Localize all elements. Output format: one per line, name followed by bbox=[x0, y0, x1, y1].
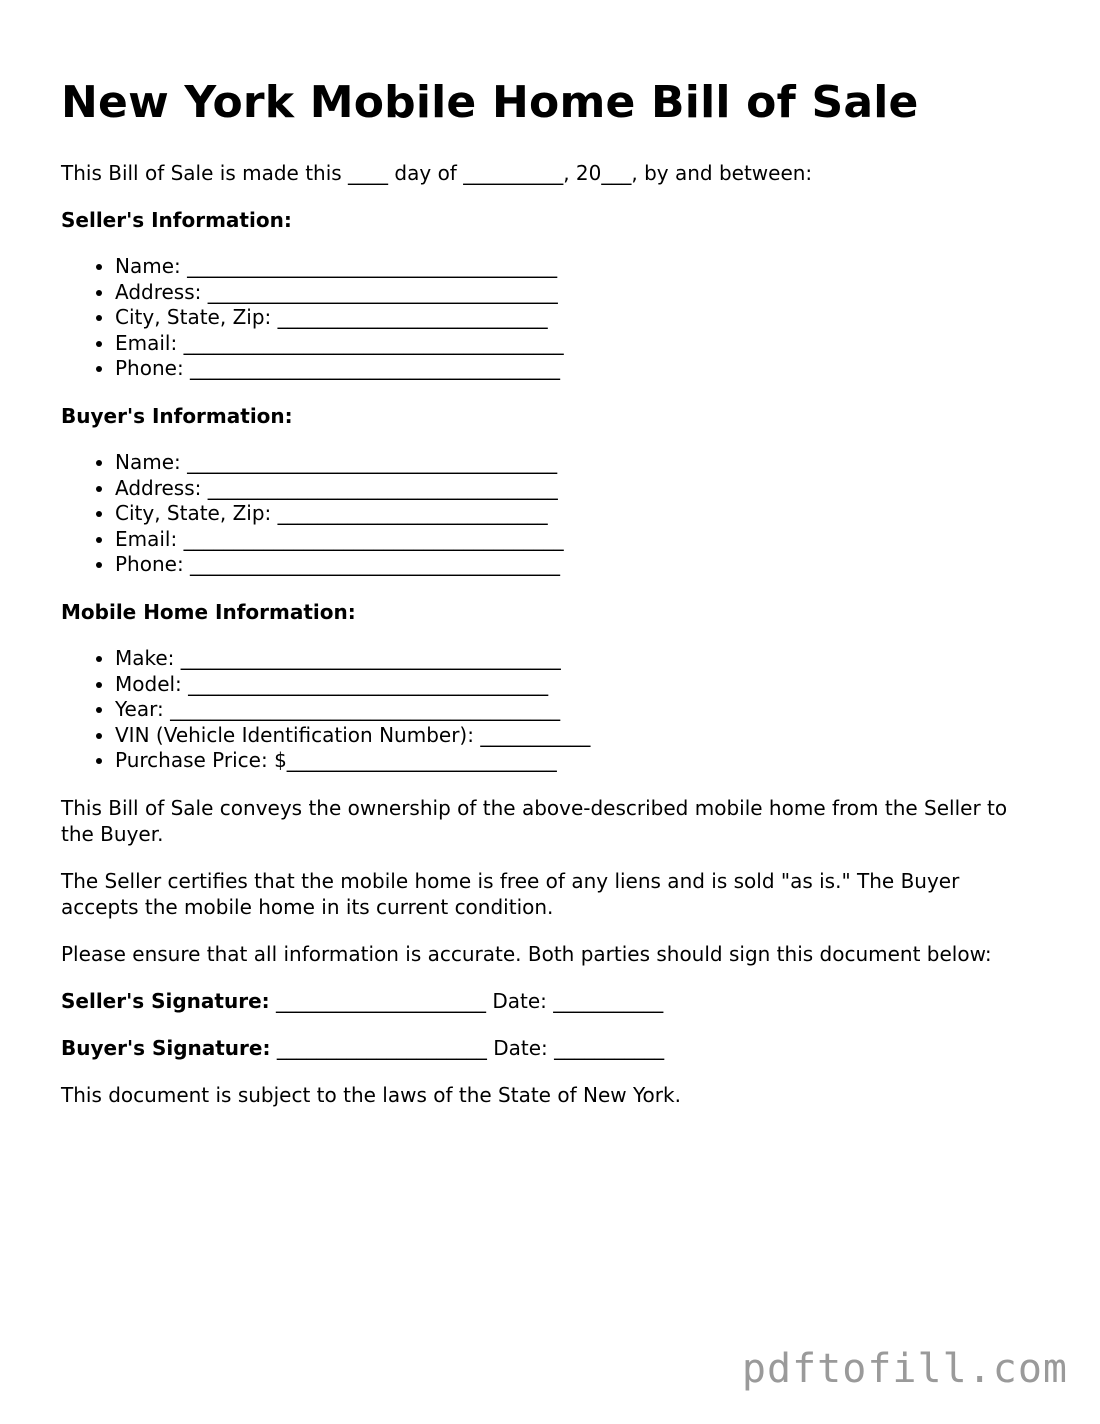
seller-phone-field: • Phone: _____________________________________ bbox=[115, 356, 1041, 382]
certifies-paragraph: The Seller certifies that the mobile home is free of any liens and is sold "as is." The Buyer accepts the mobile home in its current condition. bbox=[61, 868, 960, 919]
seller-signature-label: Seller's Signature: bbox=[61, 988, 270, 1013]
model-field: • Model: ____________________________________ bbox=[115, 672, 1041, 698]
seller-city-state-zip-field: • City, State, Zip: ___________________________ bbox=[115, 305, 1041, 331]
buyer-heading: Buyer's Information: bbox=[61, 403, 293, 428]
year-field: • Year: _______________________________________ bbox=[115, 697, 1041, 723]
buyer-email-field: • Email: ______________________________________ bbox=[115, 527, 1041, 553]
laws-paragraph: This document is subject to the laws of the State of New York. bbox=[61, 1082, 681, 1107]
seller-fields-list bbox=[61, 254, 1041, 382]
buyer-signature-line bbox=[61, 1035, 1041, 1061]
seller-heading: Seller's Information: bbox=[61, 208, 292, 232]
seller-email-field: • Email: ______________________________________ bbox=[115, 331, 1041, 357]
buyer-address-field: • Address: ___________________________________ bbox=[115, 476, 1041, 502]
watermark: pdftofill.com bbox=[741, 1346, 1068, 1392]
purchase-price-field: • Purchase Price: $___________________________ bbox=[115, 748, 1041, 774]
seller-signature-blanks: _____________________ Date: ___________ bbox=[269, 988, 664, 1013]
buyer-signature-blanks: _____________________ Date: ___________ bbox=[270, 1035, 665, 1060]
seller-signature-line bbox=[61, 988, 1041, 1014]
buyer-fields-list bbox=[61, 450, 1041, 578]
mobile-home-heading: Mobile Home Information: bbox=[61, 599, 356, 624]
seller-address-field: • Address: ___________________________________ bbox=[115, 280, 1041, 306]
mobile-home-fields-list bbox=[61, 646, 1041, 774]
make-field: • Make: ______________________________________ bbox=[115, 646, 1041, 672]
document-title: New York Mobile Home Bill of Sale bbox=[61, 77, 919, 128]
buyer-name-field: • Name: _____________________________________ bbox=[115, 450, 1041, 476]
buyer-phone-field: • Phone: _____________________________________ bbox=[115, 552, 1041, 578]
intro-line: This Bill of Sale is made this ____ day of __________, 20___, by and between: bbox=[61, 161, 813, 185]
document-page bbox=[61, 72, 1041, 1108]
seller-name-field: • Name: _____________________________________ bbox=[115, 254, 1041, 280]
vin-field: • VIN (Vehicle Identification Number): ___________ bbox=[115, 723, 1041, 749]
conveys-paragraph: This Bill of Sale conveys the ownership of the above-described mobile home from the Seller to the Buyer. bbox=[61, 795, 1008, 846]
buyer-signature-label: Buyer's Signature: bbox=[61, 1035, 271, 1060]
buyer-city-state-zip-field: • City, State, Zip: ___________________________ bbox=[115, 501, 1041, 527]
ensure-paragraph: Please ensure that all information is accurate. Both parties should sign this document below: bbox=[61, 941, 992, 966]
